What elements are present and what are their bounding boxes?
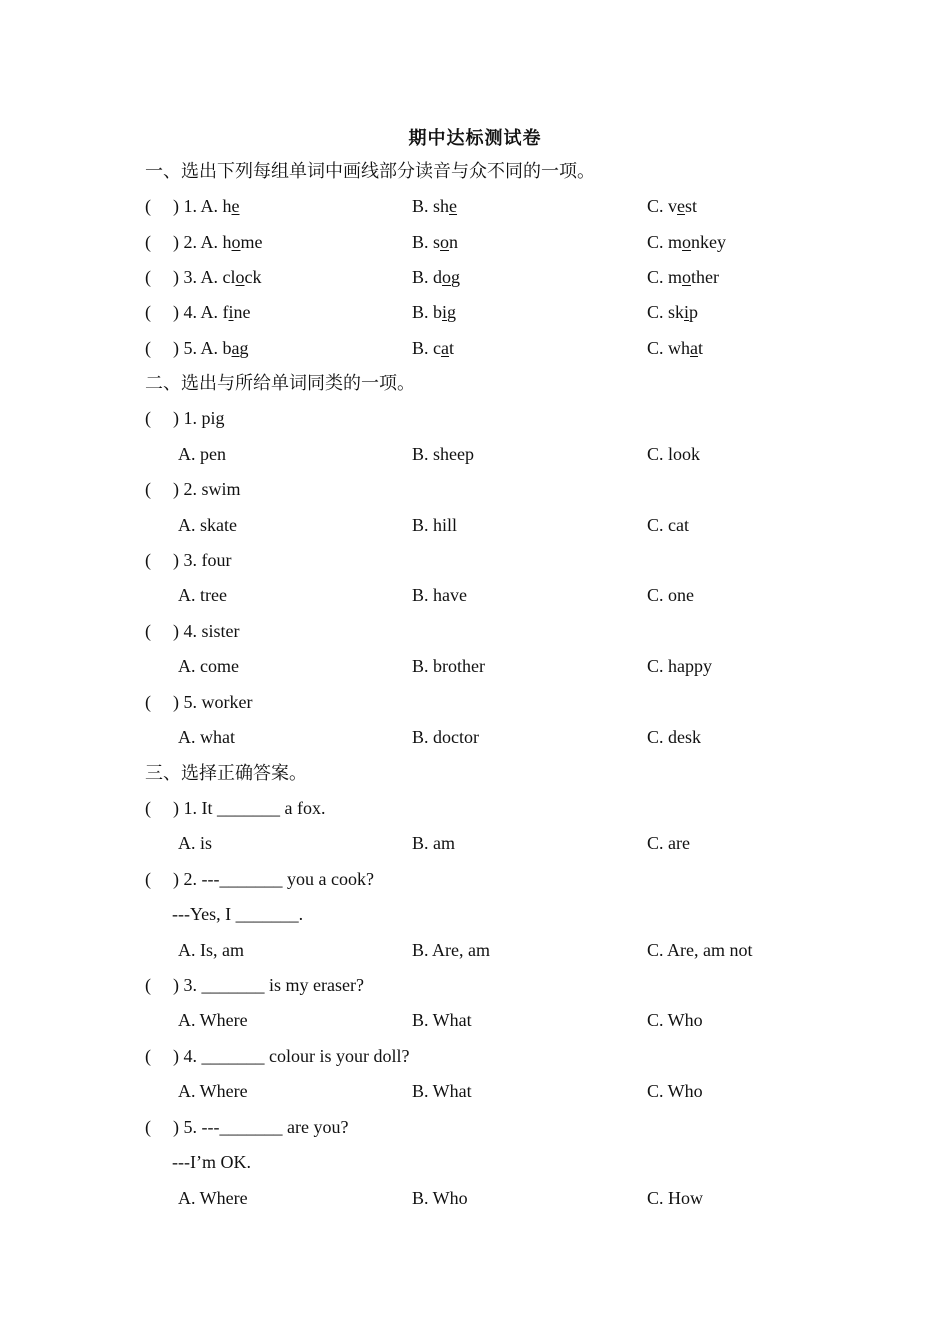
s2-q1-option-b: B. sheep (412, 444, 474, 464)
s3-q1-option-b: B. am (412, 833, 455, 853)
s1-q3-option-b: B. dog (412, 267, 461, 287)
s2-q4: ( ) 4. sister (145, 621, 240, 641)
section3-heading: 三、选择正确答案。 (145, 763, 307, 783)
s3-q3-option-c: C. Who (647, 1010, 703, 1030)
s3-q4-option-c: C. Who (647, 1081, 703, 1101)
s3-q1-option-a: A. is (178, 833, 213, 853)
s3-q4: ( ) 4. _______ colour is your doll? (145, 1046, 410, 1066)
section2-heading: 二、选出与所给单词同类的一项。 (145, 373, 415, 393)
s3-q2: ( ) 2. ---_______ you a cook? (145, 869, 374, 889)
s1-q4: ( ) 4. A. fine (145, 302, 251, 322)
s2-q5: ( ) 5. worker (145, 692, 253, 712)
s3-q5-option-c: C. How (647, 1188, 704, 1208)
page-title: 期中达标测试卷 (408, 128, 542, 148)
s2-q2: ( ) 2. swim (145, 479, 241, 499)
s3-q1-option-c: C. are (647, 833, 690, 853)
s3-q2-option-c: C. Are, am not (647, 940, 753, 960)
s2-q2-option-a: A. skate (178, 515, 237, 535)
s3-q4-option-b: B. What (412, 1081, 472, 1101)
s3-q3-option-b: B. What (412, 1010, 472, 1030)
s3-q5-option-a: A. Where (178, 1188, 248, 1208)
section1-heading: 一、选出下列每组单词中画线部分读音与众不同的一项。 (145, 161, 595, 181)
s1-q1-option-b: B. she (412, 196, 458, 216)
s2-q4-option-a: A. come (178, 656, 239, 676)
s1-q2-option-c: C. monkey (647, 232, 727, 252)
s2-q3-option-a: A. tree (178, 585, 227, 605)
s3-q5-option-b: B. Who (412, 1188, 468, 1208)
s1-q2: ( ) 2. A. home (145, 232, 263, 252)
s2-q1: ( ) 1. pig (145, 408, 225, 428)
s2-q3-option-c: C. one (647, 585, 694, 605)
s2-q5-option-c: C. desk (647, 727, 701, 747)
s1-q3: ( ) 3. A. clock (145, 267, 262, 287)
s3-q2-reply: ---Yes, I _______. (172, 904, 304, 924)
s1-q1: ( ) 1. A. he (145, 196, 240, 216)
s1-q4-option-c: C. skip (647, 302, 699, 322)
s3-q4-option-a: A. Where (178, 1081, 248, 1101)
s2-q5-option-b: B. doctor (412, 727, 479, 747)
s3-q2-option-a: A. Is, am (178, 940, 244, 960)
s1-q5-option-c: C. what (647, 338, 704, 358)
s1-q2-option-b: B. son (412, 232, 459, 252)
s2-q3: ( ) 3. four (145, 550, 232, 570)
s2-q1-option-a: A. pen (178, 444, 226, 464)
s2-q4-option-c: C. happy (647, 656, 712, 676)
s3-q5: ( ) 5. ---_______ are you? (145, 1117, 349, 1137)
s1-q5: ( ) 5. A. bag (145, 338, 249, 358)
s1-q3-option-c: C. mother (647, 267, 719, 287)
s3-q2-option-b: B. Are, am (412, 940, 490, 960)
s2-q2-option-b: B. hill (412, 515, 458, 535)
s1-q4-option-b: B. big (412, 302, 457, 322)
s3-q5-reply: ---I’m OK. (172, 1152, 251, 1172)
s2-q1-option-c: C. look (647, 444, 701, 464)
s3-q1: ( ) 1. It _______ a fox. (145, 798, 326, 818)
s1-q5-option-b: B. cat (412, 338, 455, 358)
s2-q4-option-b: B. brother (412, 656, 485, 676)
s3-q3-option-a: A. Where (178, 1010, 248, 1030)
s1-q1-option-c: C. vest (647, 196, 698, 216)
s2-q3-option-b: B. have (412, 585, 467, 605)
s2-q5-option-a: A. what (178, 727, 235, 747)
s3-q3: ( ) 3. _______ is my eraser? (145, 975, 364, 995)
s2-q2-option-c: C. cat (647, 515, 689, 535)
